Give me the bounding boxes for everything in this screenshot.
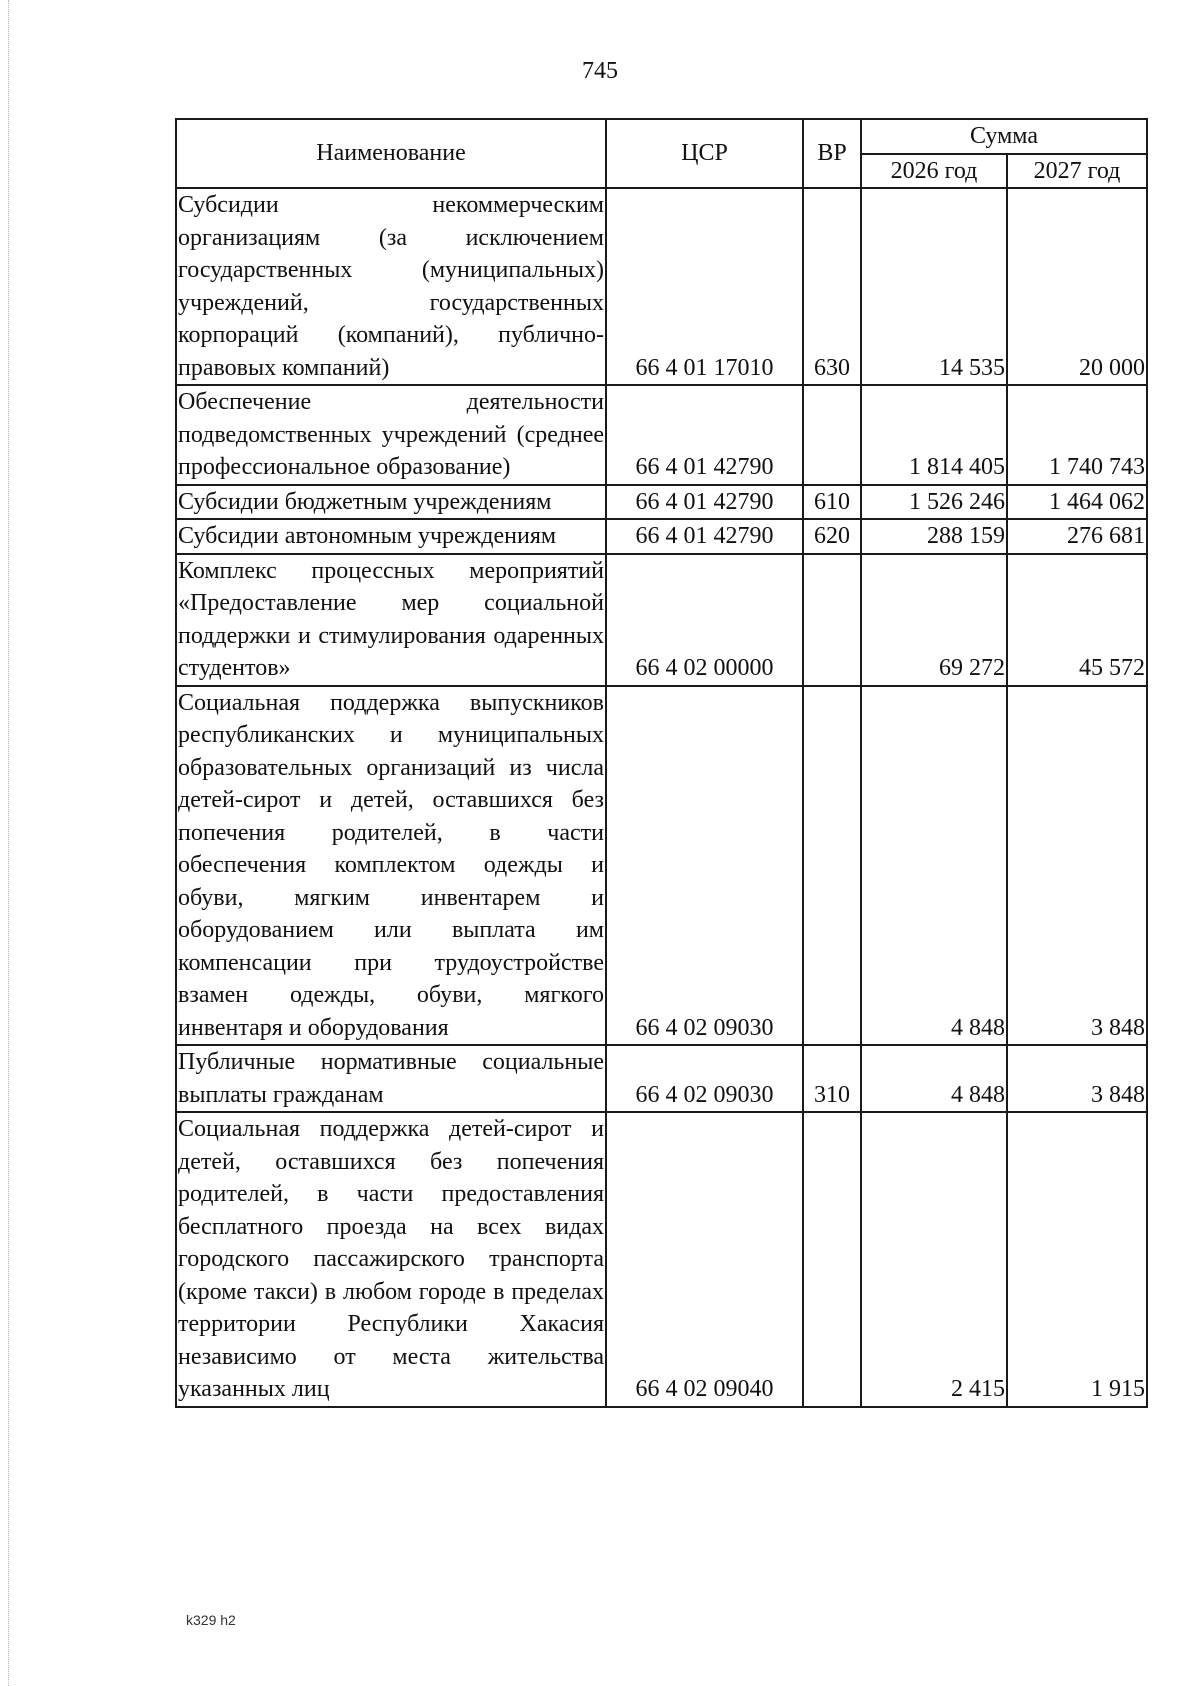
row-sum-2027: 1 464 062 <box>1007 485 1147 520</box>
row-name: Публичные нормативные социальные выплаты гражданам <box>176 1045 606 1112</box>
header-csr: ЦСР <box>606 119 803 188</box>
row-name: Социальная поддержка детей-сирот и детей, оставшихся без попечения родителей, в части предоставления бесплатного проезда на всех видах городского пассажирского транспорта (кроме такси) в любом городе в пределах территории Республики Хакасия независимо от места жительства указанных лиц <box>176 1112 606 1407</box>
page-number: 745 <box>582 58 618 84</box>
footer-code: k329 h2 <box>186 1612 236 1628</box>
row-name: Субсидии автономным учреждениям <box>176 519 606 554</box>
table-row <box>176 385 1147 485</box>
row-vr: 620 <box>803 519 861 554</box>
row-csr: 66 4 01 42790 <box>606 485 803 520</box>
row-sum-2026: 1 526 246 <box>861 485 1007 520</box>
row-vr <box>803 1112 861 1407</box>
row-sum-2027: 3 848 <box>1007 1045 1147 1112</box>
table-row <box>176 519 1147 554</box>
header-name: Наименование <box>176 119 606 188</box>
row-sum-2027: 3 848 <box>1007 686 1147 1046</box>
row-name: Обеспечение деятельности подведомственных учреждений (среднее профессиональное образование) <box>176 385 606 485</box>
row-vr: 310 <box>803 1045 861 1112</box>
row-sum-2026: 69 272 <box>861 554 1007 686</box>
row-name: Субсидии некоммерческим организациям (за исключением государственных (муниципальных) учреждений, государственных корпораций (компаний), публично-правовых компаний) <box>176 188 606 385</box>
row-sum-2026: 2 415 <box>861 1112 1007 1407</box>
table-row <box>176 686 1147 1046</box>
row-sum-2027: 45 572 <box>1007 554 1147 686</box>
row-vr <box>803 554 861 686</box>
row-sum-2027: 1 740 743 <box>1007 385 1147 485</box>
row-name: Комплекс процессных мероприятий «Предоставление мер социальной поддержки и стимулирования одаренных студентов» <box>176 554 606 686</box>
row-csr: 66 4 01 42790 <box>606 519 803 554</box>
header-year-2026: 2026 год <box>861 154 1007 189</box>
row-sum-2026: 4 848 <box>861 686 1007 1046</box>
row-csr: 66 4 02 00000 <box>606 554 803 686</box>
header-sum: Сумма <box>861 119 1147 154</box>
row-sum-2026: 14 535 <box>861 188 1007 385</box>
row-sum-2026: 4 848 <box>861 1045 1007 1112</box>
page-left-edge <box>8 0 9 1686</box>
row-vr <box>803 686 861 1046</box>
row-sum-2026: 288 159 <box>861 519 1007 554</box>
table-row <box>176 485 1147 520</box>
header-year-2027: 2027 год <box>1007 154 1147 189</box>
header-row-1 <box>176 119 1147 154</box>
row-csr: 66 4 01 17010 <box>606 188 803 385</box>
row-sum-2027: 20 000 <box>1007 188 1147 385</box>
header-vr: ВР <box>803 119 861 188</box>
row-sum-2026: 1 814 405 <box>861 385 1007 485</box>
row-vr: 630 <box>803 188 861 385</box>
table-row <box>176 1112 1147 1407</box>
row-csr: 66 4 02 09030 <box>606 1045 803 1112</box>
row-sum-2027: 1 915 <box>1007 1112 1147 1407</box>
table-row <box>176 188 1147 385</box>
row-csr: 66 4 02 09040 <box>606 1112 803 1407</box>
row-vr: 610 <box>803 485 861 520</box>
row-csr: 66 4 01 42790 <box>606 385 803 485</box>
row-sum-2027: 276 681 <box>1007 519 1147 554</box>
row-name: Субсидии бюджетным учреждениям <box>176 485 606 520</box>
row-csr: 66 4 02 09030 <box>606 686 803 1046</box>
budget-table <box>175 118 1148 1408</box>
row-vr <box>803 385 861 485</box>
row-name: Социальная поддержка выпускников республиканских и муниципальных образовательных организаций из числа детей-сирот и детей, оставшихся без попечения родителей, в части обеспечения комплектом одежды и обуви, мягким инвентарем и оборудованием или выплата им компенсации при трудоустройстве взамен одежды, обуви, мягкого инвентаря и оборудования <box>176 686 606 1046</box>
table-row <box>176 554 1147 686</box>
table-row <box>176 1045 1147 1112</box>
